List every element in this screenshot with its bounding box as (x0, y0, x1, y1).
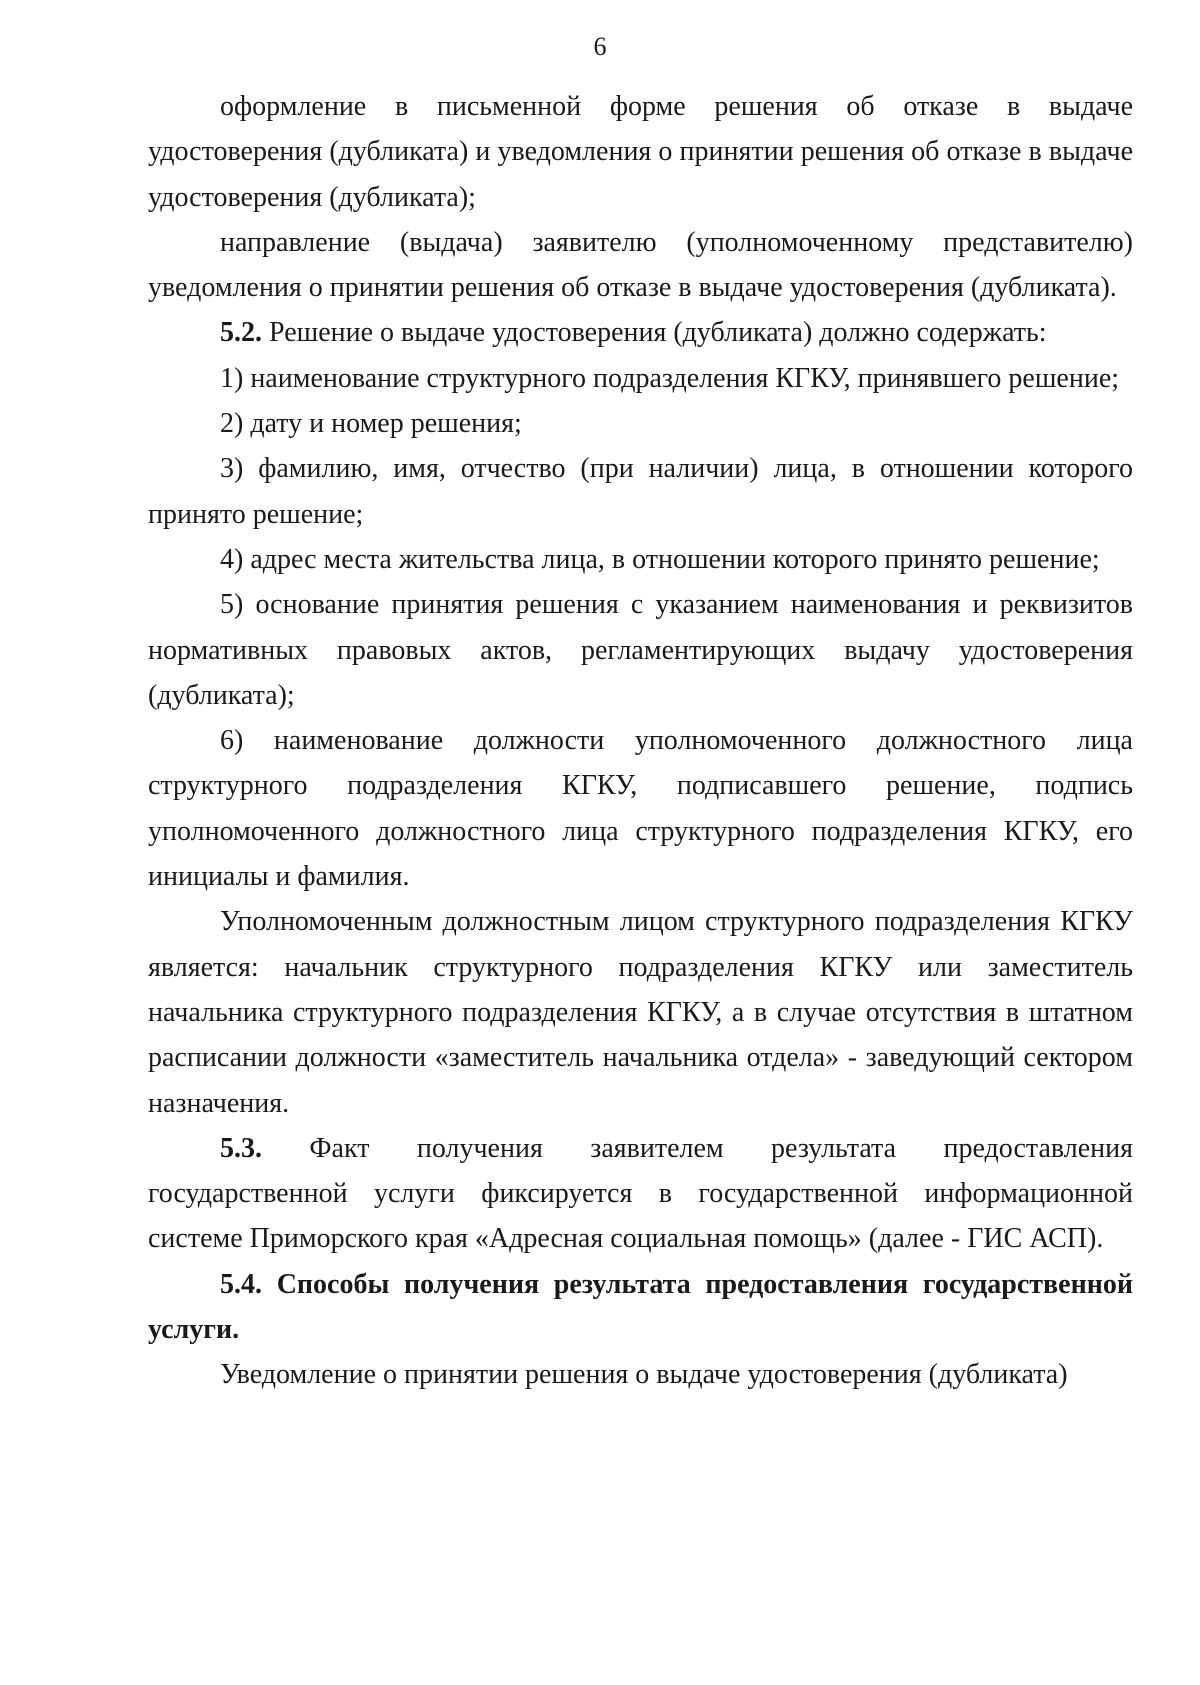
paragraph-text: 6) наименование должности уполномоченного должностного лица структурного подразделения КГКУ, подписавшего решение, подпись уполномоченного должностного лица структурного подразделения КГКУ, его инициалы и фамилия. (148, 725, 1133, 893)
page-number: 6 (593, 32, 607, 61)
list-item (148, 356, 1133, 401)
paragraph (148, 84, 1133, 220)
section-number: 5.3. (220, 1132, 262, 1164)
heading-text: 5.4. Способы получения результата предоставления государственной услуги. (148, 1268, 1133, 1346)
paragraph-text: Уведомление о принятии решения о выдаче удостоверения (дубликата) (220, 1359, 1068, 1391)
section-number: 5.2. (220, 317, 262, 349)
list-item (148, 446, 1133, 537)
list-item (148, 582, 1133, 718)
document-body (148, 84, 1133, 1398)
section-5-2-paragraph (148, 310, 1133, 355)
paragraph-text: Решение о выдаче удостоверения (дубликата) должно содержать: (262, 317, 1047, 349)
paragraph-text: Факт получения заявителем результата предоставления государственной услуги фиксируется в государственной информационной системе Приморского края «Адресная социальная помощь» (далее - ГИС АСП). (148, 1132, 1133, 1255)
paragraph (148, 899, 1133, 1125)
paragraph-text: 5) основание принятия решения с указанием наименования и реквизитов нормативных правовых актов, регламентирующих выдачу удостоверения (дубликата); (148, 589, 1133, 711)
section-5-3-paragraph (148, 1126, 1133, 1262)
paragraph-text: оформление в письменной форме решения об отказе в выдаче удостоверения (дубликата) и уведомления о принятии решения об отказе в выдаче удостоверения (дубликата); (148, 91, 1133, 213)
paragraph-text: 4) адрес места жительства лица, в отношении которого принято решение; (220, 543, 1100, 575)
section-5-4-heading (148, 1262, 1133, 1353)
paragraph-text: 2) дату и номер решения; (220, 408, 522, 440)
paragraph (148, 1352, 1133, 1397)
paragraph-text: 3) фамилию, имя, отчество (при наличии) лица, в отношении которого принято решение; (148, 453, 1133, 530)
paragraph-text: Уполномоченным должностным лицом структурного подразделения КГКУ является: начальник структурного подразделения КГКУ или заместитель начальника структурного подразделения КГКУ, а в случае отсутствия в штатном расписании должности «заместитель начальника отдела» - заведующий сектором назначения. (148, 906, 1133, 1119)
list-item (148, 718, 1133, 899)
list-item (148, 537, 1133, 582)
paragraph-text: 1) наименование структурного подразделения КГКУ, принявшего решение; (220, 362, 1120, 394)
paragraph (148, 220, 1133, 311)
paragraph-text: направление (выдача) заявителю (уполномоченному представителю) уведомления о принятии решения об отказе в выдаче удостоверения (дубликата). (148, 226, 1133, 304)
list-item (148, 401, 1133, 446)
